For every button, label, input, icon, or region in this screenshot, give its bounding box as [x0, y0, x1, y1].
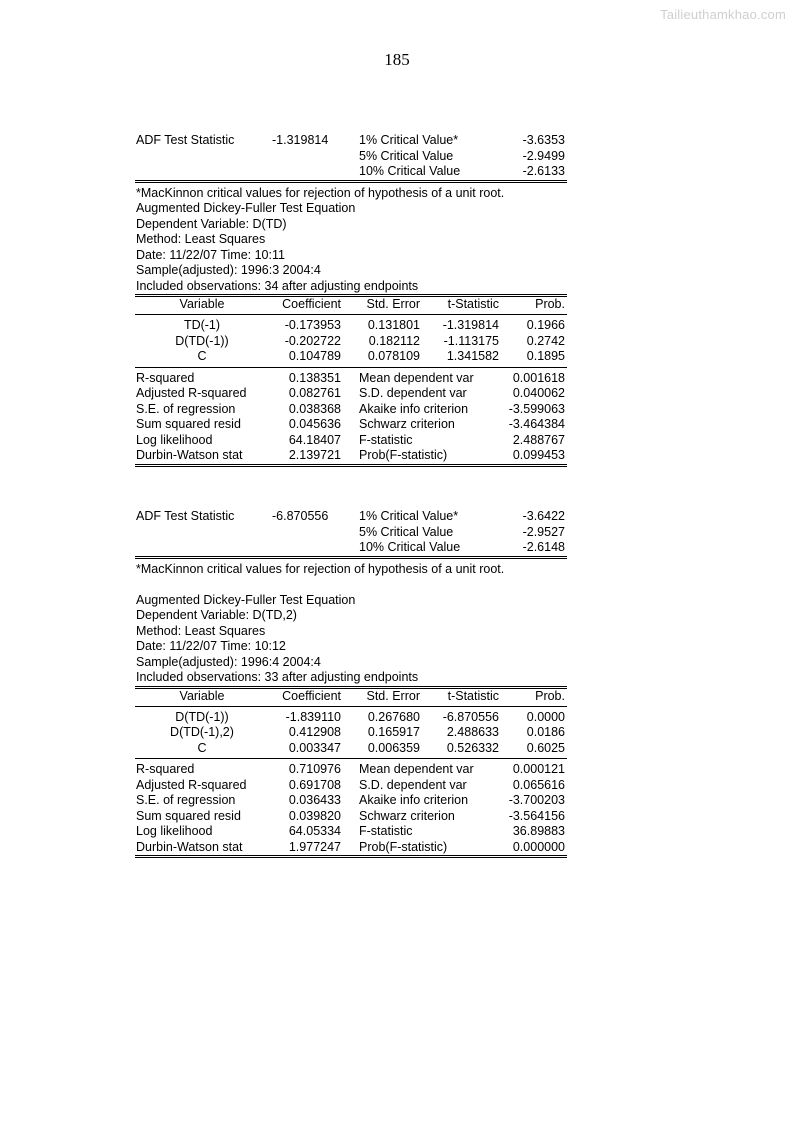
critical-label: 10% Critical Value — [359, 540, 461, 554]
method: Method: Least Squares — [136, 232, 266, 246]
stat-value: 0.710976 — [288, 762, 341, 776]
t-statistic-value: -1.319814 — [442, 318, 499, 332]
stat-value: 2.139721 — [288, 448, 341, 462]
adf-statistic-section — [135, 509, 567, 559]
column-header: t-Statistic — [447, 688, 499, 703]
table-row — [135, 741, 567, 757]
stat-label: F-statistic — [359, 432, 413, 447]
variable-name: D(TD(-1),2) — [170, 725, 234, 739]
coefficient-value: 0.412908 — [288, 725, 341, 739]
stat-value: 0.038368 — [288, 401, 341, 416]
stats-row — [135, 809, 567, 825]
t-statistic-value: 0.526332 — [446, 740, 499, 755]
std-error-value: 0.006359 — [367, 740, 420, 755]
critical-label: 1% Critical Value* — [359, 133, 459, 147]
coefficient-value: -0.202722 — [284, 333, 341, 348]
table-row — [135, 349, 567, 365]
critical-label: 5% Critical Value — [359, 524, 454, 539]
stat-value: 64.05334 — [288, 824, 341, 838]
prob-value: 0.1966 — [526, 318, 565, 332]
critical-value: -2.6133 — [522, 164, 565, 178]
stat-label: Sum squared resid — [136, 808, 241, 823]
stat-label: Durbin-Watson stat — [136, 839, 243, 854]
stat-label: R-squared — [136, 762, 195, 776]
stat-label: Prob(F-statistic) — [359, 839, 448, 854]
coefficient-table-body — [135, 318, 567, 368]
std-error-value: 0.131801 — [367, 318, 420, 332]
mackinnon-note: *MacKinnon critical values for rejection of hypothesis of a unit root. — [136, 561, 505, 576]
stat-value: 0.082761 — [288, 386, 341, 400]
dependent-variable: Dependent Variable: D(TD) — [136, 216, 287, 231]
included-observations: Included observations: 34 after adjusting endpoints — [135, 279, 567, 298]
stat-label: Adjusted R-squared — [136, 386, 247, 400]
column-header: Prob. — [535, 688, 565, 703]
table-row — [135, 318, 567, 334]
table-row — [135, 725, 567, 741]
coefficient-table-body — [135, 710, 567, 760]
std-error-value: 0.267680 — [367, 709, 420, 724]
stat-value: -3.464384 — [508, 417, 565, 431]
dependent-variable: Dependent Variable: D(TD,2) — [136, 608, 297, 622]
stats-row — [135, 793, 567, 809]
t-statistic-value: 2.488633 — [446, 725, 499, 739]
stat-label: Schwarz criterion — [359, 808, 455, 823]
stats-row — [135, 778, 567, 794]
critical-value: -2.6148 — [522, 540, 565, 554]
stats-row — [135, 448, 567, 464]
stat-label: S.E. of regression — [136, 793, 236, 807]
stat-label: Mean dependent var — [359, 762, 474, 776]
critical-label: 10% Critical Value — [359, 164, 461, 178]
prob-value: 0.1895 — [526, 349, 565, 363]
variable-name: TD(-1) — [183, 318, 221, 332]
stat-value: -3.700203 — [508, 793, 565, 807]
std-error-value: 0.078109 — [367, 349, 420, 363]
prob-value: 0.0000 — [526, 709, 565, 724]
variable-name: C — [197, 349, 207, 363]
column-header: Variable — [179, 297, 225, 311]
table-row — [135, 334, 567, 350]
adf-value: -1.319814 — [272, 133, 329, 147]
regression-stats-table — [135, 762, 567, 858]
stat-value: 0.039820 — [288, 808, 341, 823]
stat-label: S.E. of regression — [136, 401, 236, 416]
stats-row — [135, 371, 567, 387]
coefficient-table-header — [135, 297, 567, 315]
stats-row — [135, 402, 567, 418]
variable-name: D(TD(-1)) — [175, 709, 229, 724]
t-statistic-value: 1.341582 — [446, 349, 499, 363]
stat-value: 1.977247 — [288, 839, 341, 854]
equation-title: Augmented Dickey-Fuller Test Equation — [136, 592, 356, 607]
column-header: Coefficient — [282, 688, 341, 703]
date-time: Date: 11/22/07 Time: 10:12 — [136, 639, 286, 653]
stat-value: 64.18407 — [288, 432, 341, 447]
critical-value: -3.6353 — [522, 133, 565, 147]
std-error-value: 0.182112 — [368, 333, 420, 348]
coefficient-value: -0.173953 — [284, 318, 341, 332]
adf-statistic-section — [135, 133, 567, 183]
stat-value: -3.564156 — [508, 808, 565, 823]
table-row — [135, 710, 567, 726]
included-observations: Included observations: 33 after adjusting endpoints — [135, 670, 567, 689]
std-error-value: 0.165917 — [367, 725, 420, 739]
critical-label: 5% Critical Value — [359, 148, 454, 163]
stat-label: Schwarz criterion — [359, 417, 455, 431]
mackinnon-note: *MacKinnon critical values for rejection of hypothesis of a unit root. — [136, 185, 505, 200]
stats-row — [135, 824, 567, 840]
adf-value: -6.870556 — [272, 509, 329, 523]
stat-label: S.D. dependent var — [359, 386, 467, 400]
equation-title: Augmented Dickey-Fuller Test Equation — [136, 201, 356, 215]
column-header: t-Statistic — [447, 297, 499, 311]
adf-test-output-1 — [135, 133, 567, 467]
adf-label: ADF Test Statistic — [136, 133, 235, 147]
stat-label: Adjusted R-squared — [136, 777, 247, 792]
variable-name: D(TD(-1)) — [175, 333, 229, 348]
t-statistic-value: -6.870556 — [442, 709, 499, 724]
stat-value: 0.000000 — [512, 839, 565, 854]
coefficient-value: 0.003347 — [288, 740, 341, 755]
prob-value: 0.2742 — [526, 333, 565, 348]
stats-row — [135, 417, 567, 433]
date-time: Date: 11/22/07 Time: 10:11 — [136, 247, 285, 262]
stat-value: 2.488767 — [512, 432, 565, 447]
stat-value: 0.099453 — [512, 448, 565, 462]
adf-label: ADF Test Statistic — [136, 509, 235, 523]
stat-label: Durbin-Watson stat — [136, 448, 243, 462]
stats-row — [135, 386, 567, 402]
prob-value: 0.0186 — [526, 725, 565, 739]
stat-value: 0.065616 — [512, 777, 565, 792]
page-number: 185 — [384, 50, 410, 69]
stat-label: R-squared — [136, 370, 195, 385]
t-statistic-value: -1.113175 — [443, 333, 499, 348]
stat-label: Akaike info criterion — [359, 401, 469, 416]
adf-test-output-2 — [135, 509, 567, 858]
stat-label: Prob(F-statistic) — [359, 448, 448, 462]
column-header: Std. Error — [366, 688, 420, 703]
stat-label: Akaike info criterion — [359, 793, 469, 807]
stat-value: 0.036433 — [288, 793, 341, 807]
column-header: Std. Error — [366, 297, 420, 311]
stat-label: F-statistic — [359, 824, 413, 838]
stat-value: 0.045636 — [288, 417, 341, 431]
column-header: Variable — [179, 688, 225, 703]
critical-value: -2.9527 — [522, 524, 565, 539]
sample-range: Sample(adjusted): 1996:3 2004:4 — [136, 263, 321, 277]
variable-name: C — [197, 740, 207, 755]
stat-label: Sum squared resid — [136, 417, 241, 431]
column-header: Prob. — [535, 297, 565, 311]
stat-value: 0.000121 — [512, 762, 565, 776]
critical-value: -3.6422 — [522, 509, 565, 523]
stat-value: -3.599063 — [508, 401, 565, 416]
stat-value: 0.138351 — [288, 370, 341, 385]
stats-row — [135, 840, 567, 856]
watermark-text: Tailieuthamkhao.com — [660, 7, 786, 22]
stat-label: S.D. dependent var — [359, 777, 467, 792]
critical-label: 1% Critical Value* — [359, 509, 459, 523]
prob-value: 0.6025 — [526, 740, 565, 755]
coefficient-value: -1.839110 — [285, 709, 341, 724]
sample-range: Sample(adjusted): 1996:4 2004:4 — [136, 654, 321, 669]
stat-label: Log likelihood — [136, 432, 213, 447]
regression-stats-table — [135, 371, 567, 467]
stat-label: Mean dependent var — [359, 370, 474, 385]
stat-value: 0.040062 — [512, 386, 565, 400]
method: Method: Least Squares — [136, 623, 266, 638]
critical-value: -2.9499 — [522, 148, 565, 163]
coefficient-table-header — [135, 689, 567, 707]
stats-row — [135, 762, 567, 778]
stat-value: 36.89883 — [512, 824, 565, 838]
stats-row — [135, 433, 567, 449]
column-header: Coefficient — [282, 297, 341, 311]
stat-value: 0.001618 — [512, 370, 565, 385]
coefficient-value: 0.104789 — [288, 349, 341, 363]
stat-value: 0.691708 — [288, 777, 341, 792]
stat-label: Log likelihood — [136, 824, 213, 838]
